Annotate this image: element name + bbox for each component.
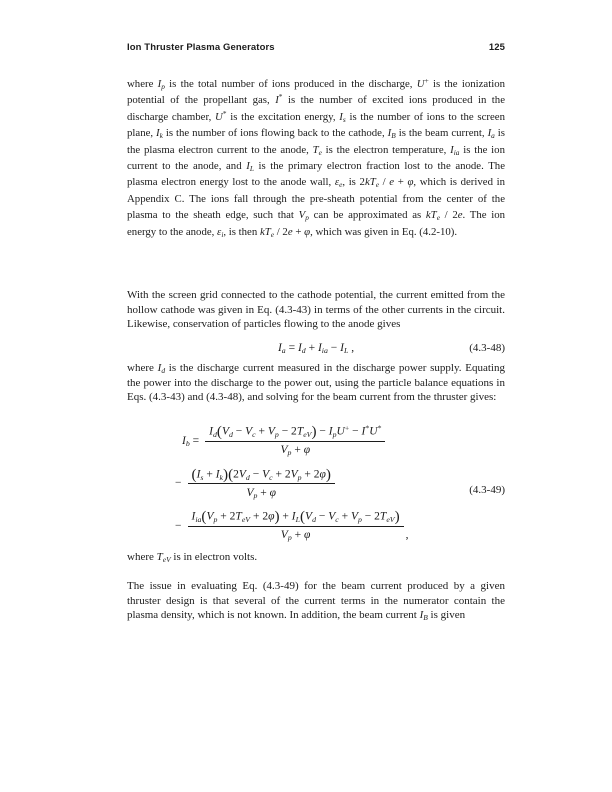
paragraph-electron-volts-note: where $T_{eV}$ is in electron volts. (127, 551, 258, 565)
paragraph-intro-definitions: where $I_p$ is the total number of ions produced in the discharge, U+ is the ionization potential of the propellant gas, I* is the number of excited ions produced in the discharge chamber, U* is the excitation energy, $I_s$ is the number of ions to the screen plane, $I_k$ is the number of ions flowing back to the cathode, $I_B$ is the beam current, $I_a$ is the plasma electron current to the anode, $T_e$ is the electron temperature, $I_{ia}$ is the ion current to the anode, and $I_L$ is the primary electron fraction lost to the anode. The plasma electron energy lost to the anode wall, $\varepsilon_e$, is $2kT_e / e + \varphi$, which is derived in Appendix C. The ions fall through the pre-sheath potential from the center of the plasma to the sheath edge, such that $V_p$ can be approximated as $kT_e / 2e$. The ion energy to the anode, $\varepsilon_i$, is then $kT_e / 2e + \varphi$, which was given in Eq. (4.2-10). (127, 75, 506, 239)
equation-4-3-48 (127, 340, 505, 356)
equation-4-3-48-math: $I_a = I_d + I_{ia} - I_L$ , (277, 342, 355, 356)
page-number: 125 (488, 42, 505, 53)
paragraph-screen-grid-cathode: With the screen grid connected to the cathode potential, the current emitted from the hollow cathode was given in Eq. (4.3-43) in terms of the other currents in the circuit. Likewise, conservation of particles flowing to the anode gives (127, 289, 505, 330)
running-header (127, 42, 505, 53)
equation-line-3: − $\frac{I_{ia}(V_p + 2T_{eV} + 2\varphi) + I_L(V_d - V_c + V_p - 2T_{eV})}{V_p + \varphi}$ , (175, 508, 409, 543)
equation-4-3-48-label: (4.3-48) (469, 342, 505, 354)
equation-line-1: $I_b$ = $\frac{I_d(V_d - V_c + V_p - 2T_{eV}) - I_pU^+ - I^*U^*}{V_p + \varphi}$ (182, 424, 505, 458)
equation-4-3-49-label: (4.3-49) (469, 484, 505, 496)
paragraph-discharge-power-balance: where $I_d$ is the discharge current measured in the discharge power supply. Equating the power into the discharge to the power out, using the particle balance equations in Eqs. (4.3-43) and (4.3-48), and solving for the beam current from the thruster gives: (127, 362, 505, 403)
equation-line-2: − $\frac{(I_s + I_k)(2V_d - V_c + 2V_p + 2\varphi)}{V_p + \varphi}$ (175, 467, 505, 501)
equation-4-3-49-lines (127, 424, 505, 543)
paragraph-issue-evaluating: The issue in evaluating Eq. (4.3-49) for the beam current produced by a given thruster design is that several of the current terms in the numerator contain the plasma density, which is not known. In addition, the beam current $I_B$ is given (127, 580, 505, 623)
running-title: Ion Thruster Plasma Generators (127, 42, 275, 53)
equation-4-3-49 (127, 424, 505, 552)
